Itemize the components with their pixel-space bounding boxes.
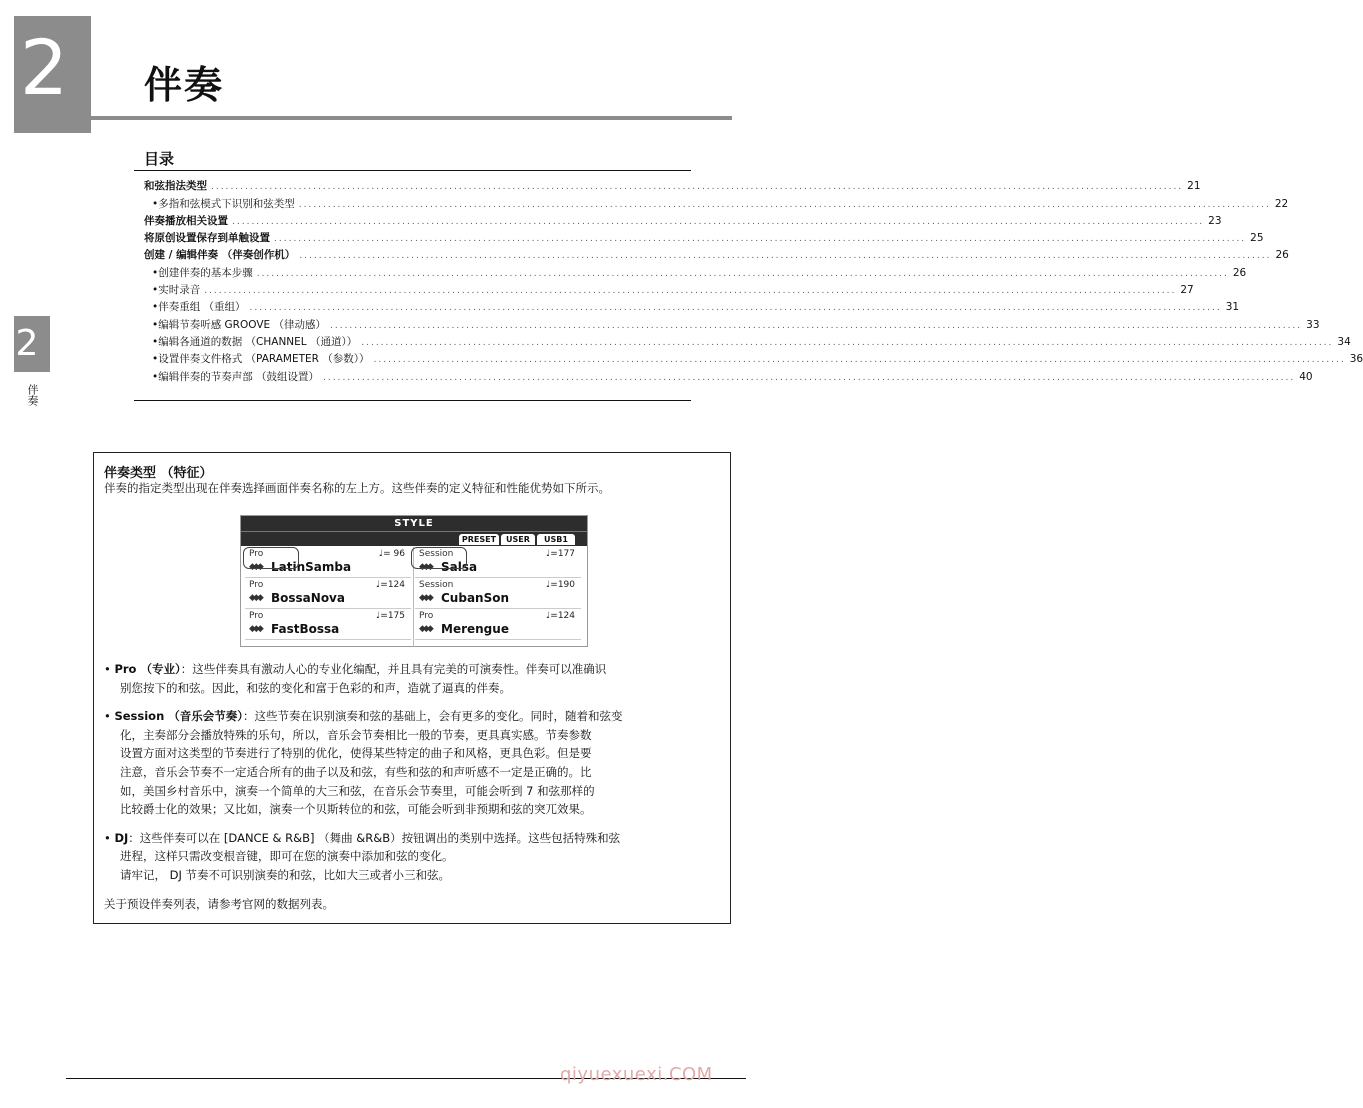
style-name: Merengue: [441, 622, 509, 636]
toc-item-label: [158, 196, 295, 213]
paragraph-text: ：这些节奏在识别演奏和弦的基础上，会有更多的变化。同时，随着和弦变: [243, 709, 623, 724]
paragraph-text: 进程，这样只需改变根音键，即可在您的演奏中添加和弦的变化。: [120, 849, 454, 864]
toc-leader-dots: ........................................................................................................................................................................................................: [204, 286, 1177, 297]
toc-leader-dots: ........................................................................................................................................................................................................: [232, 216, 1205, 227]
toc-item[interactable]: [134, 230, 1264, 247]
style-category: Session: [419, 580, 454, 590]
bullet-icon: •: [104, 830, 115, 845]
paragraph-text: 请牢记， DJ 节奏不可识别演奏的和弦，比如大三或者小三和弦。: [120, 867, 451, 882]
toc-item-page: 34: [1337, 335, 1351, 348]
table-of-contents: [134, 148, 1363, 386]
toc-leader-dots: ........................................................................................................................................................................................................: [299, 251, 1272, 262]
style-category: Pro: [419, 611, 434, 621]
paragraph-text: ：这些伴奏具有激动人心的专业化编配，并且具有完美的可演奏性。伴奏可以准确识: [180, 662, 607, 676]
paragraph-line: [104, 782, 724, 801]
style-type-term: Pro （专业）: [114, 662, 181, 676]
toc-item-label: [158, 282, 200, 299]
paragraph-line: [104, 744, 724, 763]
style-tempo: ♩=175: [376, 611, 405, 621]
paragraph-line: [104, 800, 724, 819]
toc-item-text: 创建 / 编辑伴奏 （伴奏创作机）: [144, 249, 296, 262]
closing-note: 关于预设伴奏列表，请参考官网的数据列表。: [104, 896, 334, 911]
bullet-icon: •: [104, 709, 115, 724]
side-tab-label: 伴奏: [26, 384, 39, 406]
style-name: FastBossa: [271, 622, 340, 636]
toc-item-label: [158, 317, 326, 334]
paragraph-text: 设置方面对这类型的节奏进行了特别的优化，使得某些特定的曲子和风格，更具色彩。但是要: [120, 746, 592, 761]
bullet-icon: •: [104, 662, 115, 676]
style-cell[interactable]: [415, 578, 581, 609]
maracas-icon: ◆◆◆: [419, 562, 431, 572]
style-types-box: [93, 452, 731, 924]
bullet-icon: •: [152, 370, 159, 383]
toc-title: 目录: [144, 150, 175, 168]
tab-usb1[interactable]: USB1: [537, 534, 575, 545]
toc-item-text: 编辑各通道的数据 （CHANNEL （通道））: [158, 335, 358, 348]
style-cell[interactable]: [245, 578, 411, 609]
toc-leader-dots: ........................................................................................................................................................................................................: [211, 182, 1184, 193]
toc-item-page: 33: [1306, 318, 1320, 331]
toc-item-text: 和弦指法类型: [144, 180, 207, 193]
toc-item[interactable]: [134, 299, 1240, 316]
style-type-paragraph: [104, 660, 724, 697]
paragraph-text: 注意，音乐会节奏不一定适合所有的曲子以及和弦，有些和弦的和声听感不一定是正确的。比: [120, 764, 592, 779]
bullet-icon: •: [152, 266, 159, 279]
toc-item-page: 23: [1208, 214, 1222, 227]
toc-list: [134, 178, 1363, 386]
toc-item-page: 36: [1349, 353, 1363, 366]
toc-item-text: 伴奏播放相关设置: [144, 214, 228, 227]
style-screen: [240, 515, 588, 647]
style-name: BossaNova: [271, 591, 345, 605]
bullet-icon: •: [152, 301, 159, 314]
toc-item-label: [144, 213, 228, 230]
style-tempo: ♩=124: [376, 580, 405, 590]
paragraph-text: ：这些伴奏可以在 [DANCE & R&B] （舞曲 &R&B）按钮调出的类别中选择。这些包括特殊和弦: [128, 830, 621, 845]
watermark: qiyuexuexi.COM: [560, 1064, 713, 1085]
style-cell[interactable]: [245, 609, 411, 640]
paragraph-text: 别您按下的和弦。因此，和弦的变化和富于色彩的和声，造就了逼真的伴奏。: [120, 680, 511, 695]
toc-leader-dots: ........................................................................................................................................................................................................: [256, 268, 1229, 279]
paragraph-line: [104, 660, 724, 679]
paragraph-text: 比较爵士化的效果；又比如，演奏一个贝斯转位的和弦，可能会听到非预期和弦的突兀效果。: [120, 802, 592, 817]
chapter-number: 2: [19, 23, 69, 112]
toc-item-page: 31: [1225, 301, 1240, 314]
bullet-icon: •: [152, 335, 159, 348]
toc-leader-dots: ........................................................................................................................................................................................................: [274, 234, 1247, 245]
paragraph-line: [104, 847, 724, 866]
maracas-icon: ◆◆◆: [249, 593, 261, 603]
maracas-icon: ◆◆◆: [249, 624, 261, 634]
style-types-title: 伴奏类型 （特征）: [104, 466, 213, 481]
style-types-body: [104, 660, 724, 913]
style-type-paragraph: [104, 829, 724, 885]
toc-leader-dots: ........................................................................................................................................................................................................: [249, 303, 1222, 314]
style-tempo: ♩=124: [546, 611, 575, 621]
toc-item-label: [144, 178, 207, 195]
maracas-icon: ◆◆◆: [419, 593, 431, 603]
paragraph-line: [104, 679, 724, 698]
maracas-icon: ◆◆◆: [419, 624, 431, 634]
toc-item-text: 编辑节奏听感 GROOVE （律动感）: [158, 318, 326, 331]
bullet-icon: •: [152, 318, 159, 331]
paragraph-line: [104, 866, 724, 885]
chapter-title: 伴奏: [144, 63, 225, 107]
style-category: Session: [419, 549, 454, 559]
style-name: CubanSon: [441, 591, 510, 605]
toc-item-text: 编辑伴奏的节奏声部 （鼓组设置）: [158, 370, 320, 383]
paragraph-text: 如，美国乡村音乐中，演奏一个简单的大三和弦，在音乐会节奏里，可能会听到 7 和弦那样的: [120, 783, 595, 798]
toc-item-page: 22: [1274, 197, 1289, 210]
toc-item-text: 伴奏重组 （重组）: [158, 301, 246, 314]
toc-item-page: 40: [1299, 370, 1313, 383]
bullet-icon: •: [152, 284, 159, 297]
toc-top-rule: [134, 170, 691, 171]
style-category: Pro: [249, 580, 264, 590]
screen-header: STYLE: [241, 516, 587, 531]
toc-leader-dots: ........................................................................................................................................................................................................: [361, 337, 1334, 348]
toc-item-page: 25: [1250, 232, 1264, 245]
toc-item[interactable]: [134, 264, 1247, 281]
toc-item-page: 26: [1232, 266, 1247, 279]
tab-preset[interactable]: PRESET: [459, 534, 499, 545]
toc-item-text: 多指和弦模式下识别和弦类型: [158, 197, 295, 210]
toc-item[interactable]: [134, 213, 1222, 230]
toc-item[interactable]: [134, 247, 1289, 264]
style-tempo: ♩=177: [546, 549, 575, 559]
paragraph-text: 化，主奏部分会播放特殊的乐句，所以，音乐会节奏相比一般的节奏，更具真实感。节奏参数: [120, 727, 592, 742]
style-category: Pro: [249, 611, 264, 621]
style-type-term: DJ: [114, 830, 129, 845]
toc-leader-dots: ........................................................................................................................................................................................................: [323, 372, 1296, 383]
tab-user[interactable]: USER: [501, 534, 535, 545]
paragraph-line: [104, 726, 724, 745]
paragraph-line: [104, 763, 724, 782]
style-tempo: ♩= 96: [378, 549, 405, 559]
toc-item-label: [144, 247, 295, 264]
toc-item[interactable]: [134, 316, 1320, 333]
toc-leader-dots: ........................................................................................................................................................................................................: [329, 320, 1303, 331]
toc-item[interactable]: [134, 334, 1351, 351]
toc-item-label: [158, 299, 245, 316]
style-name: LatinSamba: [271, 560, 352, 574]
style-type-paragraph: [104, 707, 724, 819]
toc-item[interactable]: [134, 282, 1194, 299]
session-callout: [411, 547, 467, 569]
style-types-intro: 伴奏的指定类型出现在伴奏选择画面伴奏名称的左上方。这些伴奏的定义特征和性能优势如下所示。: [104, 481, 610, 495]
toc-item-page: 21: [1187, 180, 1201, 193]
toc-item[interactable]: [134, 351, 1363, 368]
toc-bottom-rule: [134, 400, 691, 401]
bullet-icon: •: [152, 197, 159, 210]
toc-leader-dots: ........................................................................................................................................................................................................: [373, 355, 1346, 366]
style-tempo: ♩=190: [546, 580, 575, 590]
toc-item-text: 将原创设置保存到单触设置: [144, 232, 270, 245]
toc-item[interactable]: [134, 178, 1201, 195]
toc-item-label: [144, 230, 270, 247]
screen-tab-bar: [241, 531, 587, 546]
paragraph-line: [104, 707, 724, 726]
pro-callout: [243, 547, 299, 569]
toc-item-label: [158, 265, 253, 282]
side-tab-number: 2: [15, 323, 39, 364]
chapter-rule: [91, 116, 732, 120]
style-name: Salsa: [441, 560, 478, 574]
toc-item-label: [158, 351, 369, 368]
toc-item-text: 实时录音: [158, 284, 201, 297]
toc-item-page: 27: [1180, 284, 1194, 297]
style-cell[interactable]: [415, 609, 581, 640]
toc-item-text: 创建伴奏的基本步骤: [158, 266, 253, 279]
paragraph-line: [104, 829, 724, 848]
toc-item[interactable]: [134, 195, 1289, 212]
toc-item-label: [158, 369, 319, 386]
toc-item-label: [158, 334, 357, 351]
toc-item-text: 设置伴奏文件格式 （PARAMETER （参数））: [158, 353, 370, 366]
maracas-icon: ◆◆◆: [249, 562, 261, 572]
style-type-term: Session （音乐会节奏）: [114, 709, 244, 724]
toc-item[interactable]: [134, 368, 1313, 385]
bullet-icon: •: [152, 353, 159, 366]
toc-item-page: 26: [1275, 249, 1289, 262]
toc-leader-dots: ........................................................................................................................................................................................................: [298, 199, 1271, 210]
style-category: Pro: [249, 549, 264, 559]
